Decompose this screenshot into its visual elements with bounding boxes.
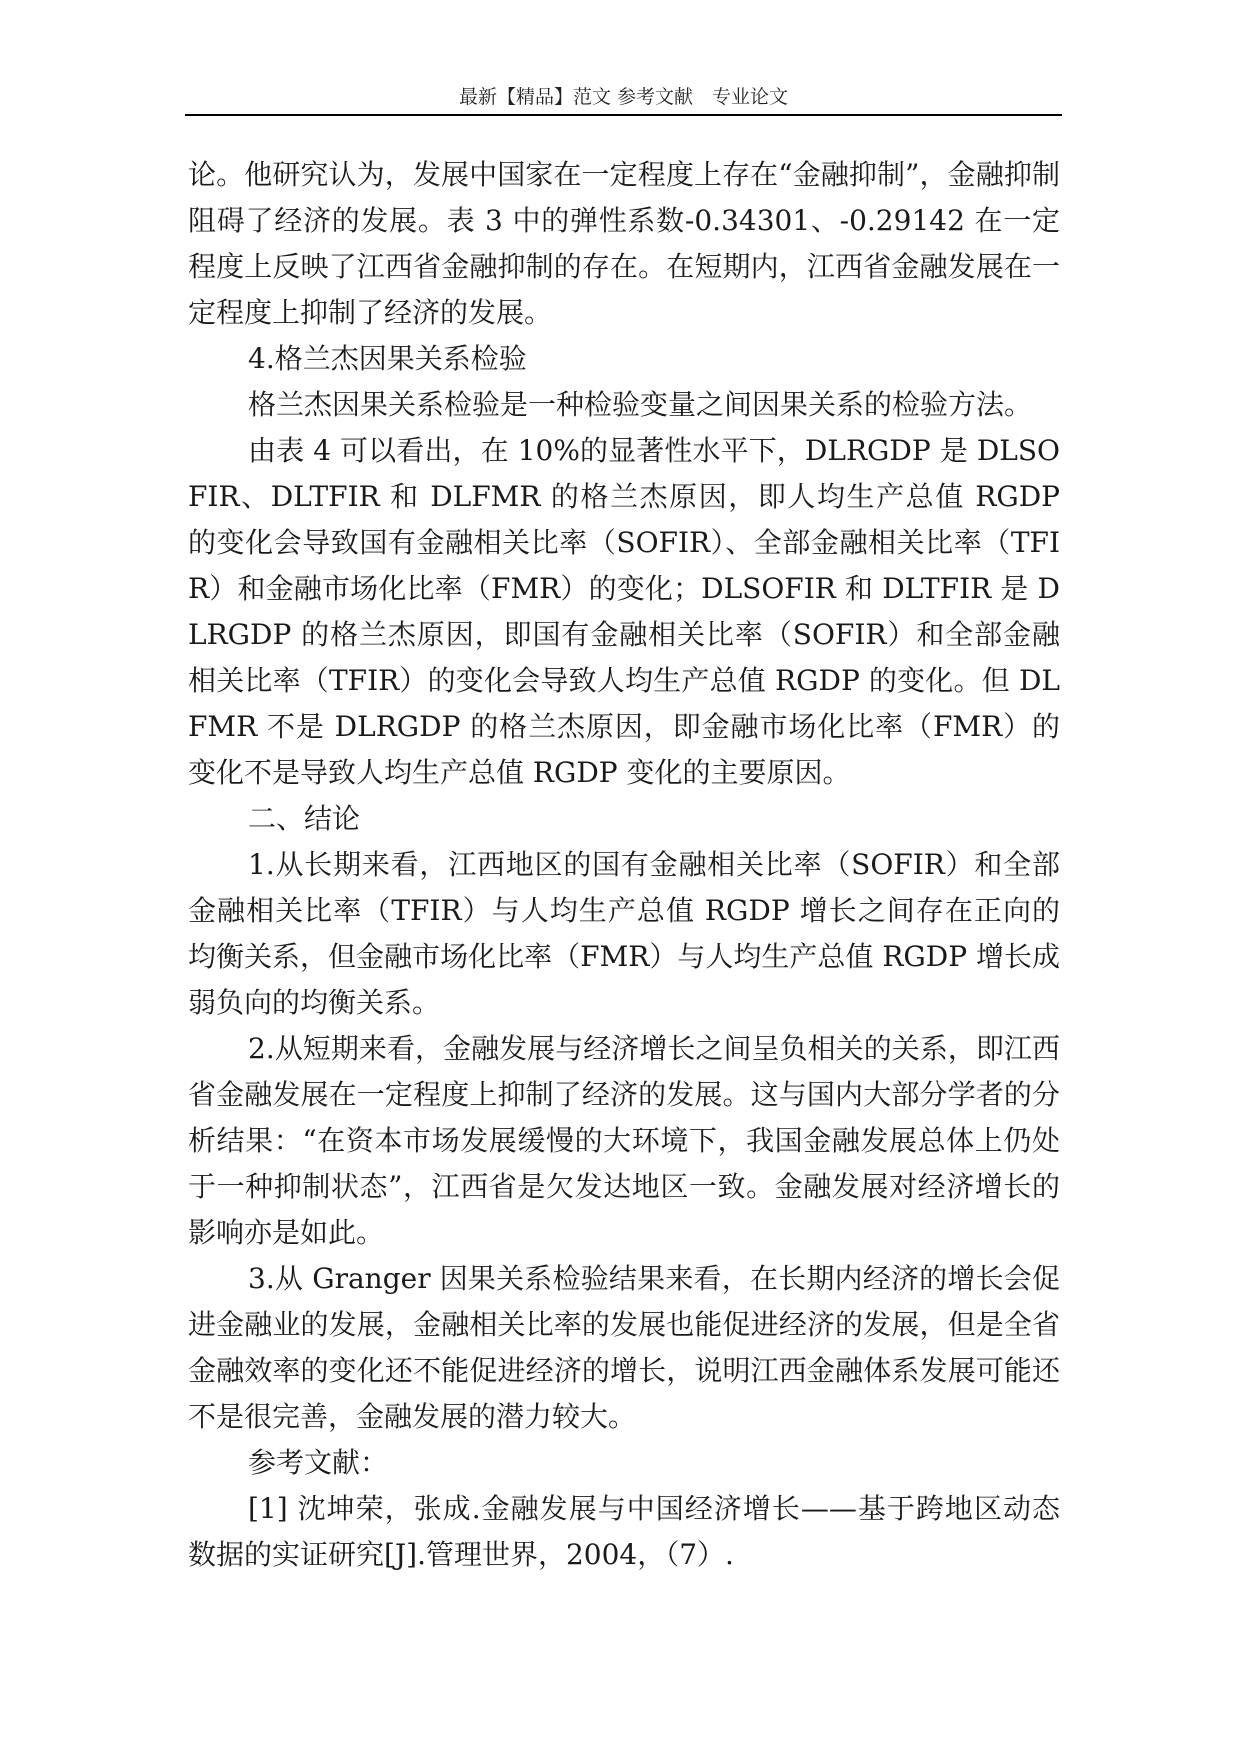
paragraph: 论。他研究认为，发展中国家在一定程度上存在“金融抑制”，金融抑制阻碍了经济的发展。表 3 中的弹性系数-0.34301、-0.29142 在一定程度上反映了江西省金融抑制的存在。在短期内，江西省金融发展在一定程度上抑制了经济的发展。 <box>188 158 1060 329</box>
references-heading: 参考文献： <box>248 1446 389 1479</box>
paragraph: 由表 4 可以看出，在 10%的显著性水平下，DLRGDP 是 DLSOFIR、DLTFIR 和 DLFMR 的格兰杰原因，即人均生产总值 RGDP 的变化会导致国有金融相关比率（SOFIR）、全部金融相关比率（TFIR）和金融市场化比率（FMR）的变化；DLSOFIR 和 DLTFIR 是 DLRGDP 的格兰杰原因，即国有金融相关比率（SOFIR）和全部金融相关比率（TFIR）的变化会导致人均生产总值 RGDP 的变化。但 DLFMR 不是 DLRGDP 的格兰杰原因，即金融市场化比率（FMR）的变化不是导致人均生产总值 RGDP 变化的主要原因。 <box>188 434 1060 789</box>
section-heading: 4.格兰杰因果关系检验 <box>248 342 527 375</box>
section-heading: 二、结论 <box>248 802 361 835</box>
paragraph: 1.从长期来看，江西地区的国有金融相关比率（SOFIR）和全部金融相关比率（TFIR）与人均生产总值 RGDP 增长之间存在正向的均衡关系，但金融市场化比率（FMR）与人均生产总值 RGDP 增长成弱负向的均衡关系。 <box>188 848 1060 1019</box>
paragraph: 格兰杰因果关系检验是一种检验变量之间因果关系的检验方法。 <box>248 388 1033 421</box>
paragraph: 3.从 Granger 因果关系检验结果来看，在长期内经济的增长会促进金融业的发展，金融相关比率的发展也能促进经济的发展，但是全省金融效率的变化还不能促进经济的增长，说明江西金融体系发展可能还不是很完善，金融发展的潜力较大。 <box>188 1262 1060 1433</box>
page-header <box>185 84 1062 116</box>
header-text: 最新【精品】范文 参考文献 专业论文 <box>458 86 789 108</box>
paragraph: 2.从短期来看，金融发展与经济增长之间呈负相关的关系，即江西省金融发展在一定程度上抑制了经济的发展。这与国内大部分学者的分析结果：“在资本市场发展缓慢的大环境下，我国金融发展总体上仍处于一种抑制状态”，江西省是欠发达地区一致。金融发展对经济增长的影响亦是如此。 <box>188 1032 1060 1249</box>
reference-item: [1] 沈坤荣，张成.金融发展与中国经济增长——基于跨地区动态数据的实证研究[J].管理世界，2004，（7）. <box>188 1492 1060 1571</box>
document-body <box>188 152 1060 1578</box>
